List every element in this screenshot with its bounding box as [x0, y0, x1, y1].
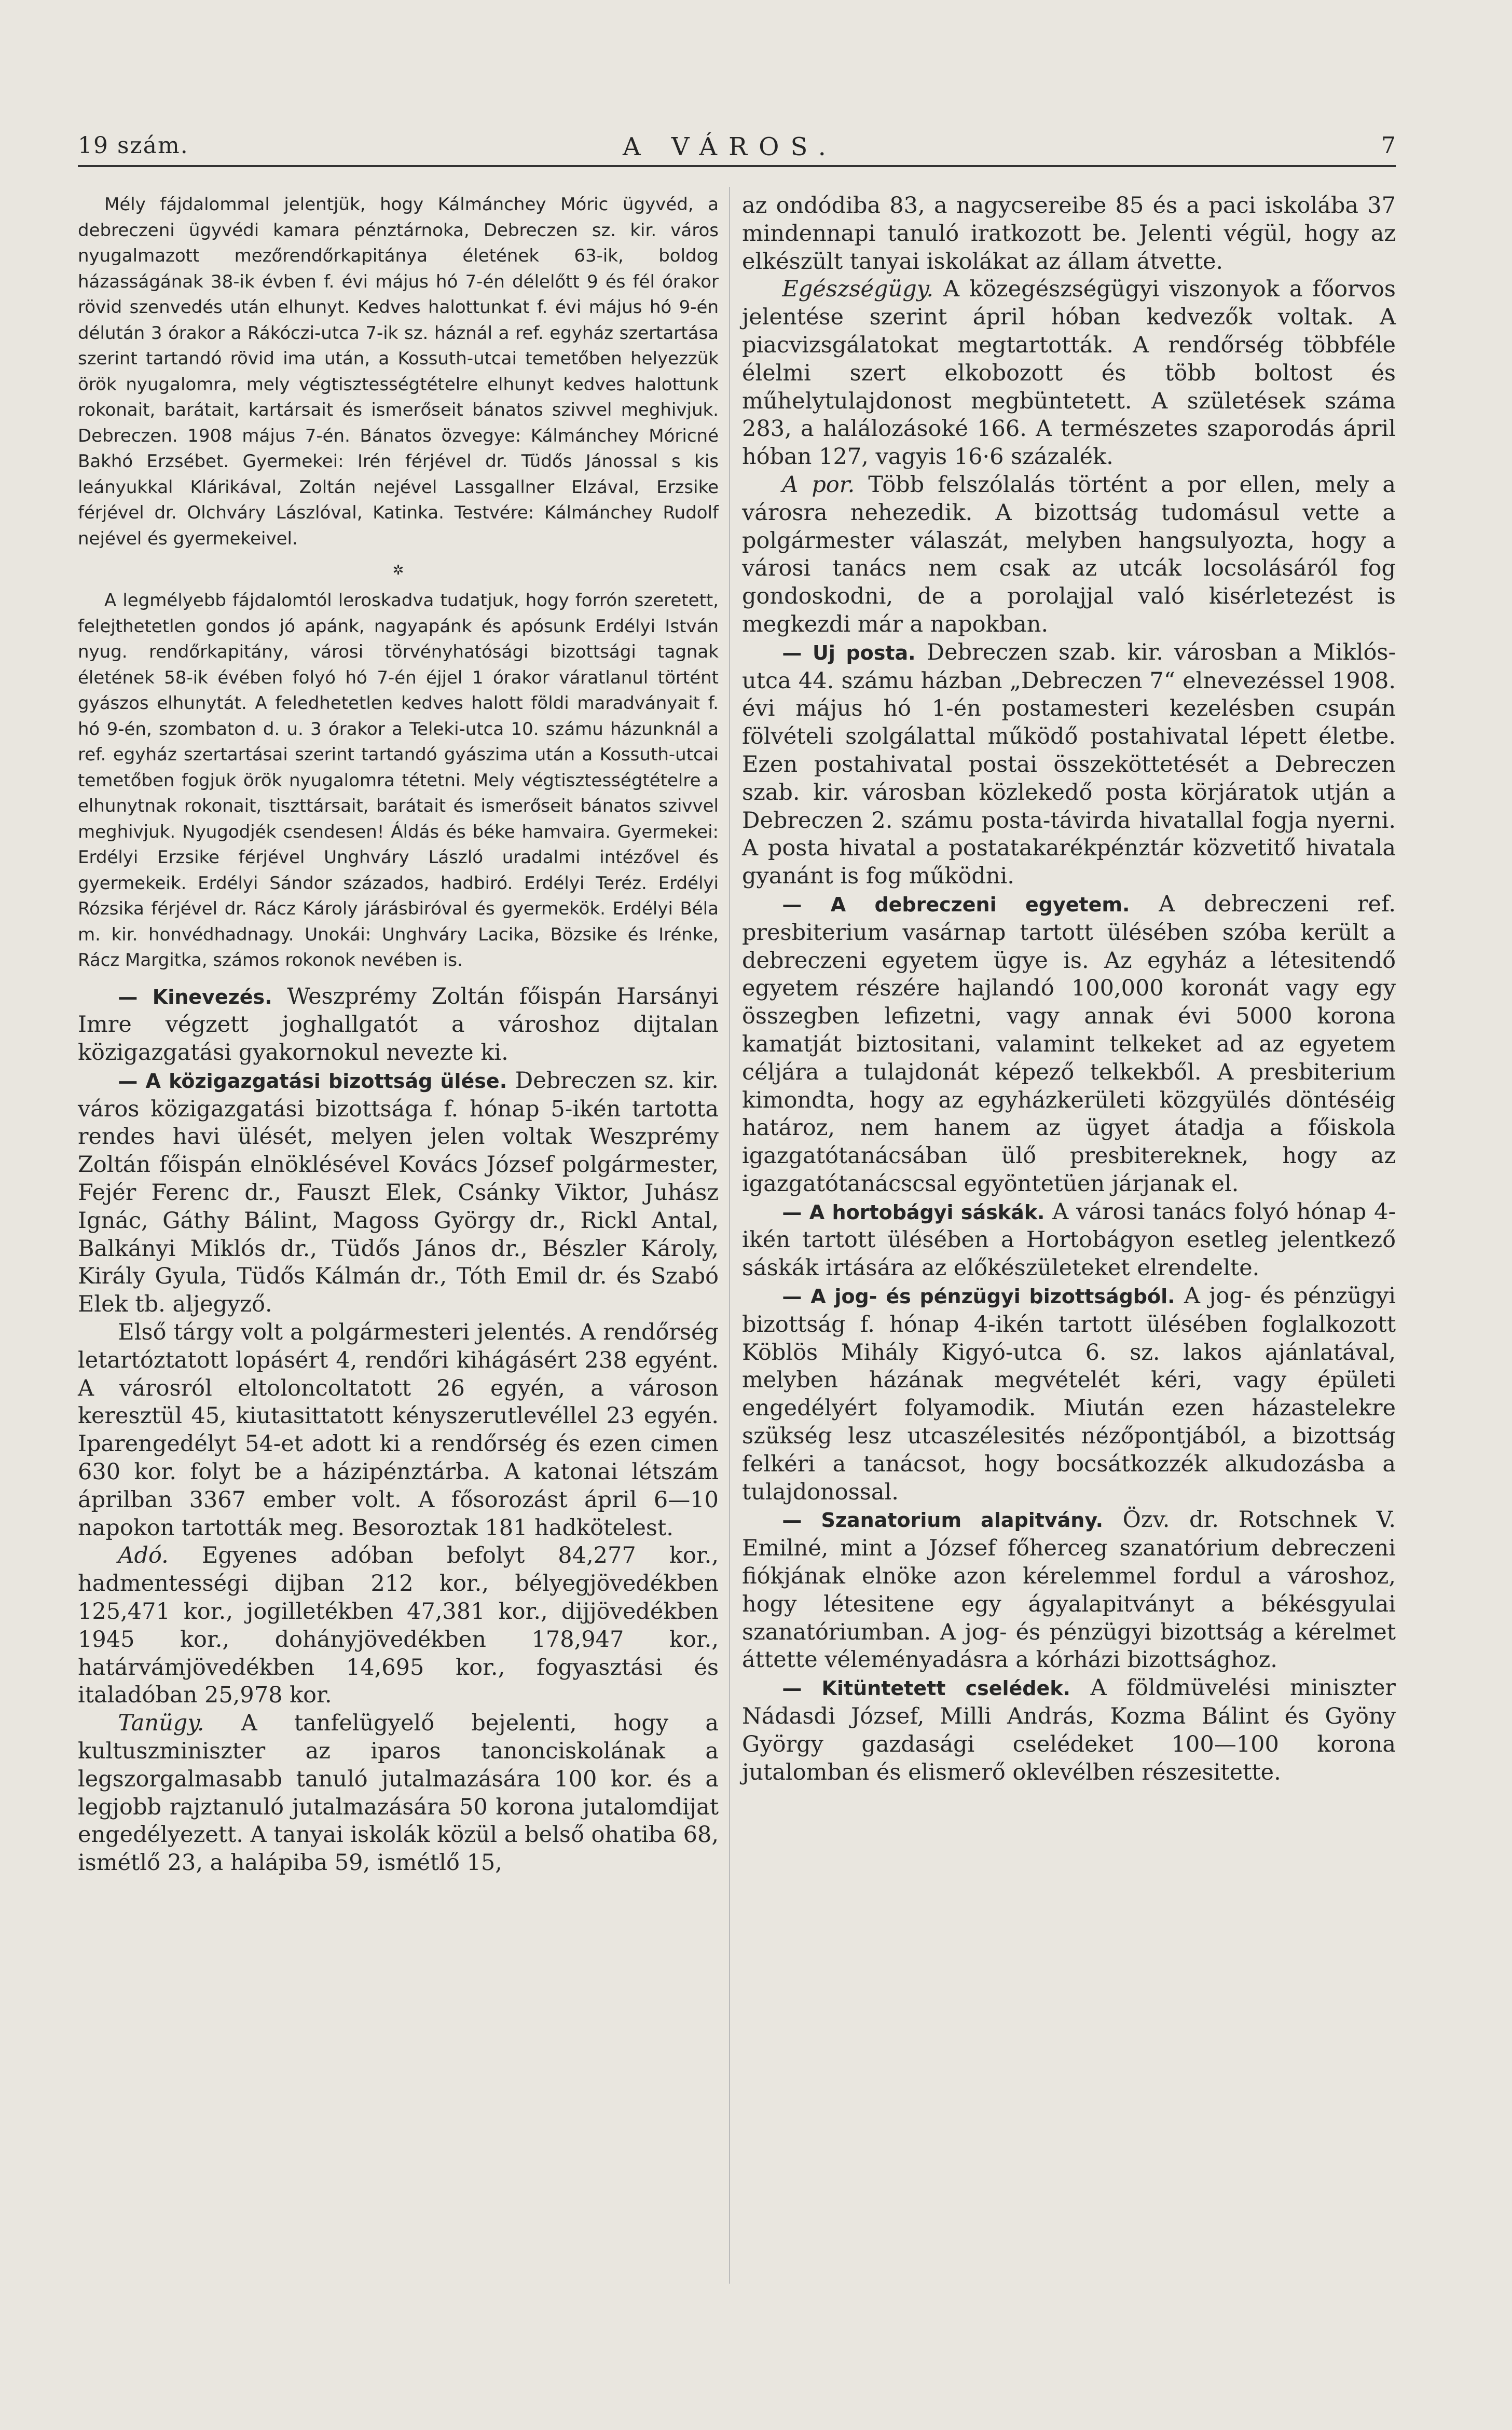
article-heading: — A jog- és pénzügyi bizottságból.: [782, 1285, 1175, 1308]
article-body: A debreczeni ref. presbiterium vasárnap tartott ülésében szóba került a debreczeni egyetem ügye is. Az egyház a létesitendő egyetem részére hajlandó 100,000 koronát vagy egy összegben lefizetni, vagy annak évi 5000 korona kamatját biztositani, valamint telkeket ad az egyetem céljára a tulajdonát képező telkekből. A presbiterium kimondta, hogy az egyházkerületi közgyülés döntéséig határoz, nem hanem az ügyet átadja a főiskola igazgatótanácsában ülő presbitereknek, hogy az igazgatótanácscsal egyöntetüen járjanak el.: [742, 891, 1396, 1197]
separator-star: ✲: [392, 563, 404, 578]
column-divider: [729, 187, 730, 2284]
article-body: Debreczen szab. kir. városban a Miklós-utca 44. számu házban „Debreczen 7“ elnevezéssel 1908. évi május hó 1-én postamesteri kezelésben csupán fölvételi szolgálattal működő postahivatal lépett életbe. Ezen postahivatal postai összeköttetését a Debreczen szab. kir. városban közlekedő posta körjáratok utján a Debreczen 2. számu posta-távirda hivatallal fogja nyerni. A posta hivatal a postatakarékpénztár közvetitő hivatala gyanánt is fog működni.: [742, 639, 1396, 890]
article-body: A városi tanács folyó hónap 4-ikén tartott ülésében a Hortobágyon esetleg jelentkező sáskák irtására az előkészületeket elrendelte.: [742, 1198, 1396, 1281]
article-tanugy-continued: az ondódiba 83, a nagycsereibe 85 és a paci iskolába 37 mindennapi tanuló iratkozott be. Jelenti végül, hogy az elkészült tanyai iskolákat az állam átvette.: [742, 193, 1396, 275]
article-egeszsegugy: [742, 276, 1396, 471]
article-heading: — Kinevezés.: [118, 985, 272, 1008]
article-body: A földmüvelési miniszter Nádasdi József, Milli András, Kozma Bálint és Gyöny György gazdasági cselédeket 100—100 korona jutalomban és elismerő oklevélben részesitette.: [742, 1675, 1396, 1785]
section-heading: Adó.: [118, 1542, 169, 1569]
article-ado: [78, 1542, 719, 1710]
article-szanatorium-alapitvany: [742, 1506, 1396, 1674]
article-uj-posta: [742, 639, 1396, 891]
issue-number: 19 szám.: [78, 132, 189, 159]
article-body: A tanfelügyelő bejelenti, hogy a kultuszminiszter az iparos tanonciskolának a legszorgalmasabb tanuló jutalmazására 100 kor. és a legjobb rajztanuló jutalmazására 50 korona jutalomdijat engedélyezett. A tanyai iskolák közül a belső ohatiba 68, ismétlő 23, a halápiba 59, ismétlő 15,: [78, 1710, 719, 1876]
obituary-kalmanchey: Mély fájdalommal jelentjük, hogy Kálmánchey Móric ügyvéd, a debreczeni ügyvédi kamara pénztárnoka, Debreczen sz. kir. város nyugalmazott mezőrendőrkapitánya életének 63-ik, boldog házasságának 38-ik évben f. évi május hó 7-én délelőtt 9 és fél órakor rövid szenvedés után elhunyt. Kedves halottunkat f. évi május hó 9-én délután 3 órakor a Rákóczi-utca 7-ik sz. háznál a ref. egyház szertartása szerint tartandó rövid ima után, a Kossuth-utcai temetőben helyezzük örök nyugalomra, mely végtisztességtételre elhunyt kedves halottunk rokonait, barátait, kartársait és ismerőseit bánatos szivvel meghivjuk. Debreczen. 1908 május 7-én. Bánatos özvegye: Kálmánchey Móricné Bakhó Erzsébet. Gyermekei: Irén férjével dr. Tüdős Jánossal s kis leányukkal Klárikával, Zoltán nejével Lassgallner Elzával, Erzsike férjével dr. Olchváry Lászlóval, Katinka. Testvére: Kálmánchey Rudolf nejével és gyermekeivel.: [78, 194, 719, 549]
article-debreczeni-egyetem: [742, 891, 1396, 1198]
article-kinevezes: [78, 983, 719, 1067]
article-heading: — A közigazgatási bizottság ülése.: [118, 1069, 507, 1093]
article-heading: — Kitüntetett cselédek.: [782, 1677, 1070, 1700]
article-body: Több felszólalás történt a por ellen, mely a városra nehezedik. A bizottság tudomásul vette a polgármester válaszát, melyben hangsulyozta, hogy a városi tanács nem csak az utcák locsolásáról fog gondoskodni, de a porolajjal való kisérletezést is megkezdi már a napokban.: [742, 471, 1396, 637]
article-body: Özv. dr. Rotschnek V. Emilné, mint a József főherceg szanatórium debreczeni fiókjának elnöke azon kérelemmel fordul a városhoz, hogy létesitene egy ágyalapitványt a békésgyulai szanatóriumban. A jog- és pénzügyi bizottság a kérelmet áttette véleményadásra a kórházi bizottsághoz.: [742, 1507, 1396, 1673]
article-kituntetett-cselédek: [742, 1674, 1396, 1786]
article-body: Weszprémy Zoltán főispán Harsányi Imre végzett joghallgatót a városhoz dijtalan közigazgatási gyakornokul nevezte ki.: [78, 983, 719, 1066]
article-hortobagyi-saskak: [742, 1198, 1396, 1282]
newspaper-title: A VÁROS.: [623, 132, 837, 161]
page-header: [78, 132, 1396, 163]
article-heading: — A hortobágyi sáskák.: [782, 1200, 1045, 1224]
section-heading: A por.: [782, 471, 855, 498]
article-polgarmesteri-jelentes: Első tárgy volt a polgármesteri jelentés. A rendőrség letartóztatott lopásért 4, rendőri kihágásért 238 egyént. A városról eltoloncoltatott 26 egyén, a városon keresztül 45, kiutasittatott kényszerutlevéllel 23 egyén. Iparengedélyt 54-et adott ki a rendőrség és ezen cimen 630 kor. folyt be a házipénztárba. A katonai létszám áprilban 3367 ember volt. A fősorozást ápril 6—10 napokon tartották meg. Besoroztak 181 hadkötelest.: [78, 1319, 719, 1541]
article-tanugy: [78, 1710, 719, 1877]
article-por: [742, 471, 1396, 639]
article-body: Egyenes adóban befolyt 84,277 kor., hadmentességi dijban 212 kor., bélyegjövedékben 125,471 kor., jogilletékben 47,381 kor., dijjövedékben 1945 kor., dohányjövedékben 178,947 kor., határvámjövedékben 14,695 kor., fogyasztási és italadóban 25,978 kor.: [78, 1542, 719, 1709]
article-body: Debreczen sz. kir. város közigazgatási bizottsága f. hónap 5-ikén tartotta rendes havi ülését, melyen jelen voltak Weszprémy Zoltán főispán elnöklésével Kovács József polgármester, Fejér Ferenc dr., Fauszt Elek, Csánky Viktor, Juhász Ignác, Gáthy Bálint, Magoss György dr., Rickl Antal, Balkányi Miklós dr., Tüdős János dr., Bészler Károly, Király Gyula, Tüdős Kálmán dr., Tóth Emil dr. és Szabó Elek tb. aljegyző.: [78, 1067, 719, 1318]
left-column: [78, 192, 719, 1877]
article-jog-penzugyi-bizottsag: [742, 1282, 1396, 1506]
section-heading: Tanügy.: [118, 1710, 204, 1737]
page-number: 7: [1381, 132, 1396, 159]
right-column: [742, 192, 1396, 1786]
article-heading: — A debreczeni egyetem.: [782, 893, 1130, 916]
article-body: A közegészségügyi viszonyok a főorvos jelentése szerint ápril hóban kedvezők voltak. A piacvizsgálatokat megtartották. A rendőrség többféle élelmi szert elkobozott és több boltost és műhelytulajdonost megbüntetett. A születések száma 283, a halálozásoké 166. A természetes szaporodás ápril hóban 127, vagyis 16·6 százalék.: [742, 276, 1396, 470]
header-rule: [78, 165, 1396, 167]
article-heading: — Szanatorium alapitvány.: [782, 1509, 1104, 1532]
article-kozigazgatasi-bizottsag: [78, 1067, 719, 1319]
article-body: A jog- és pénzügyi bizottság f. hónap 4-ikén tartott ülésében foglalkozott Köblös Mihály Kigyó-utca 6. sz. lakos ajánlatával, melyben házának megvételét kéri, vagy épületi engedélyért folyamodik. Miután ezen házastelekre szükség lesz utcaszélesités nézőpontjából, a bizottság felkéri a tanácsot, hogy bocsátkozzék alkudozásba a tulajdonossal.: [742, 1283, 1396, 1505]
section-heading: Egészségügy.: [782, 276, 933, 303]
article-heading: — Uj posta.: [782, 641, 916, 664]
obituary-erdelyi: A legmélyebb fájdalomtól leroskadva tudatjuk, hogy forrón szeretett, felejthetetlen gondos jó apánk, nagyapánk és apósunk Erdélyi István nyug. rendőrkapitány, városi törvényhatósági bizottsági tagnak életének 58-ik évében folyó hó 7-én éjjel 1 órakor váratlanul történt gyászos elhunytát. A feledhetetlen kedves halott földi maradványait f. hó 9-én, szombaton d. u. 3 órakor a Teleki-utca 10. számu házunknál a ref. egyház szertartásai szerint tartandó gyászima után a Kossuth-utcai temetőben fogjuk örök nyugalomra tétetni. Mely végtisztességtételre a elhunytnak rokonait, tiszttársait, barátait és ismerőseit bánatos szivvel meghivjuk. Nyugodjék csendesen! Áldás és béke hamvaira. Gyermekei: Erdélyi Erzsike férjével Unghváry László uradalmi intézővel és gyermekeik. Erdélyi Sándor százados, hadbiró. Erdélyi Teréz. Erdélyi Rózsika férjével dr. Rácz Károly járásbiróval és gyermekök. Erdélyi Béla m. kir. honvédhadnagy. Unokái: Unghváry Lacika, Bözsike és Irénke, Rácz Margitka, számos rokonok nevében is.: [78, 590, 719, 971]
